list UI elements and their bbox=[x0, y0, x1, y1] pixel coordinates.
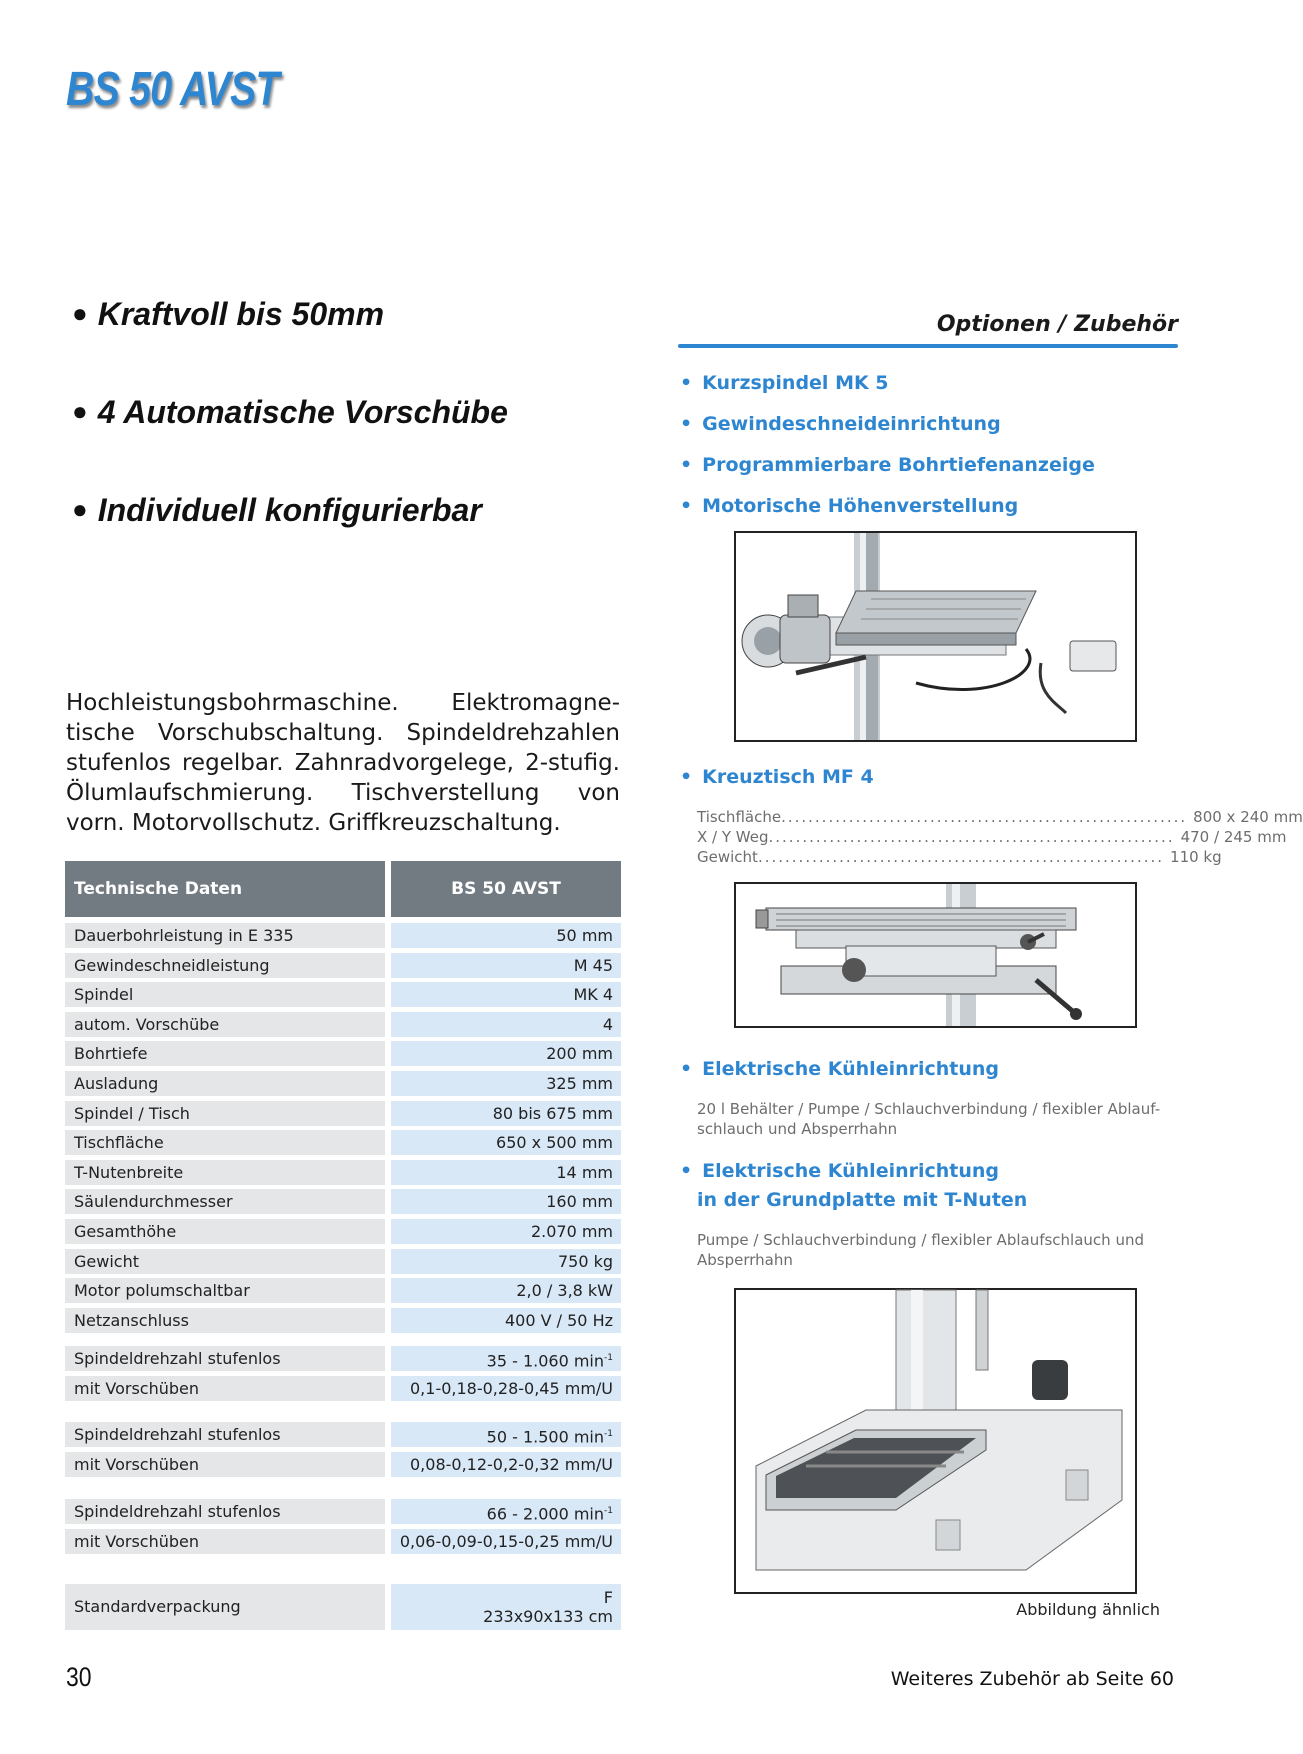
base-plate-image bbox=[734, 1288, 1137, 1594]
feature-item: ● Individuell konfigurierbar bbox=[72, 492, 482, 528]
options-underline bbox=[678, 344, 1178, 348]
option-item-kreuztisch: • Kreuztisch MF 4 bbox=[680, 766, 874, 788]
table-row: Dauerbohrleistung in E 335 50 mm bbox=[65, 923, 621, 948]
product-description: Hochleistungsbohrmaschine. Elektromagnetische Vorschubschaltung. Spindeldrehzahlen stufenlos regelbar. Zahnradvorgelege, 2-stufig. Ölumlaufschmierung. Tischverstellung von vorn. Motorvollschutz. Griffkreuzschaltung. bbox=[66, 690, 620, 836]
spec-row: Tischfläche ............................................................ 800 x 240 mm bbox=[697, 808, 1303, 826]
header-model: BS 50 AVST bbox=[391, 861, 621, 917]
kuehl2-text: Pumpe / Schlauchverbindung / flexibler Ablaufschlauch und Absperrhahn bbox=[697, 1231, 1144, 1269]
table-row: autom. Vorschübe 4 bbox=[65, 1012, 621, 1037]
table-row: Motor polumschaltbar 2,0 / 3,8 kW bbox=[65, 1278, 621, 1303]
bullet-icon: ● bbox=[72, 396, 88, 426]
table-row: Spindeldrehzahl stufenlos 66 - 2.000 $\min^{-1}$ bbox=[65, 1499, 621, 1524]
table-row: Säulendurchmesser 160 mm bbox=[65, 1189, 621, 1214]
table-row: mit Vorschüben 0,06-0,09-0,15-0,25 mm/U bbox=[65, 1529, 621, 1554]
option-item: • Programmierbare Bohrtiefenanzeige bbox=[680, 454, 1095, 476]
spec-row: Gewicht ............................................................ 110 kg bbox=[697, 848, 1222, 866]
image-caption: Abbildung ähnlich bbox=[1016, 1600, 1160, 1619]
option-item: • Gewindeschneideinrichtung bbox=[680, 413, 1001, 435]
table-row: Gewicht 750 kg bbox=[65, 1249, 621, 1274]
table-row: Gewindeschneidleistung M 45 bbox=[65, 953, 621, 978]
table-row: T-Nutenbreite 14 mm bbox=[65, 1160, 621, 1185]
table-row: Ausladung 325 mm bbox=[65, 1071, 621, 1096]
table-row: Spindeldrehzahl stufenlos 50 - 1.500 $\min^{-1}$ bbox=[65, 1422, 621, 1447]
spec-row: X / Y Weg ............................................................ 470 / 245 mm bbox=[697, 828, 1287, 846]
options-title: Optionen / Zubehör bbox=[936, 312, 1178, 337]
bullet-icon: ● bbox=[72, 494, 88, 524]
table-row: Spindel / Tisch 80 bis 675 mm bbox=[65, 1101, 621, 1126]
table-row: Spindel MK 4 bbox=[65, 982, 621, 1007]
height-adjustment-image bbox=[734, 531, 1137, 742]
bullet-icon: ● bbox=[72, 298, 88, 328]
feature-item: ● 4 Automatische Vorschübe bbox=[72, 394, 508, 430]
table-row: Spindeldrehzahl stufenlos 35 - 1.060 $\min^{-1}$ bbox=[65, 1346, 621, 1371]
table-row: Netzanschluss 400 V / 50 Hz bbox=[65, 1308, 621, 1333]
page-number: 30 bbox=[66, 1662, 92, 1692]
option-item-kuehl2: • Elektrische Kühleinrichtung bbox=[680, 1160, 1000, 1182]
footer-note: Weiteres Zubehör ab Seite 60 bbox=[890, 1668, 1174, 1690]
table-row: Gesamthöhe 2.070 mm bbox=[65, 1219, 621, 1244]
option-item-kuehl1: • Elektrische Kühleinrichtung bbox=[680, 1058, 1000, 1080]
option-item-kuehl2-line2: in der Grundplatte mit T-Nuten bbox=[697, 1189, 1028, 1211]
option-item: • Motorische Höhenverstellung bbox=[680, 495, 1019, 517]
table-row-packaging: Standardverpackung F 233x90x133 cm bbox=[65, 1584, 621, 1630]
kuehl1-text: 20 l Behälter / Pumpe / Schlauchverbindung / flexibler Ablauf-schlauch und Absperrhahn bbox=[697, 1100, 1161, 1138]
table-row: Bohrtiefe 200 mm bbox=[65, 1041, 621, 1066]
feature-item: ● Kraftvoll bis 50mm bbox=[72, 296, 385, 332]
table-row: mit Vorschüben 0,08-0,12-0,2-0,32 mm/U bbox=[65, 1452, 621, 1477]
table-header bbox=[65, 861, 621, 917]
cross-table-image bbox=[734, 882, 1137, 1028]
header-label: Technische Daten bbox=[65, 861, 385, 917]
product-title: BS 50 AVST bbox=[66, 63, 279, 116]
option-item: • Kurzspindel MK 5 bbox=[680, 372, 889, 394]
table-row: Tischfläche 650 x 500 mm bbox=[65, 1130, 621, 1155]
table-row: mit Vorschüben 0,1-0,18-0,28-0,45 mm/U bbox=[65, 1376, 621, 1401]
